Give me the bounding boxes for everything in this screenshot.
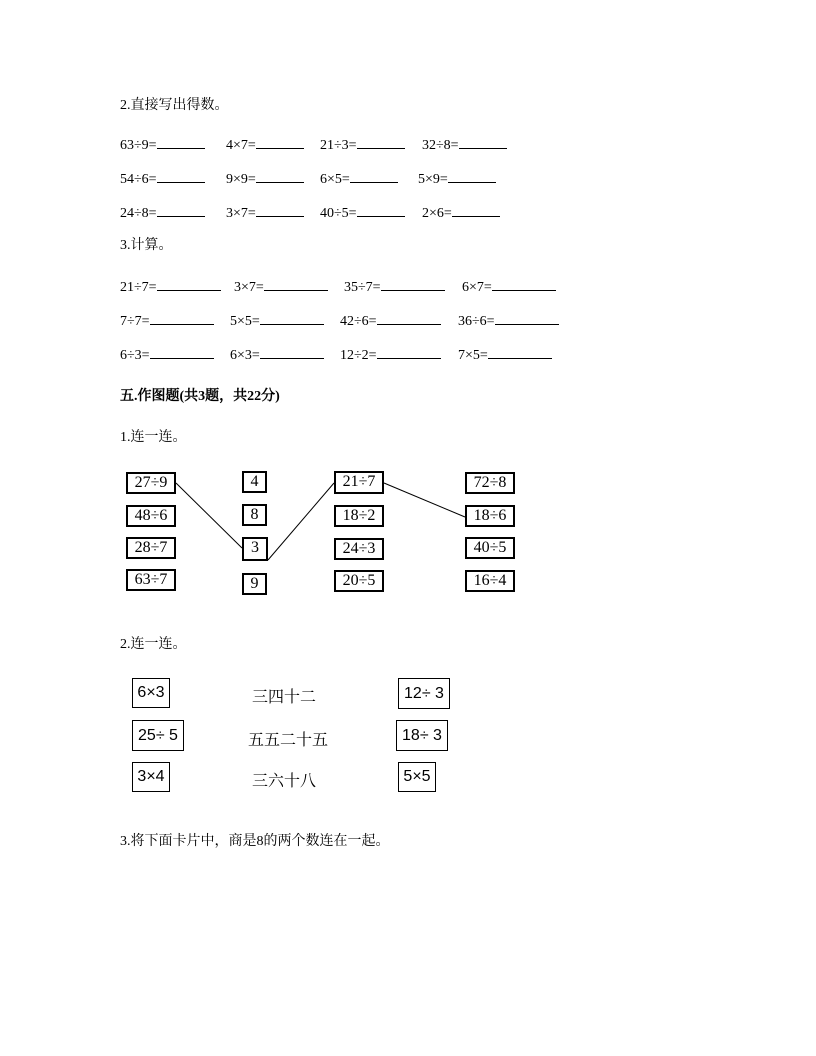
q2-item: 54÷6= [120, 170, 205, 188]
q2-item: 6×5= [320, 170, 398, 188]
q3-item: 6×3= [230, 346, 324, 364]
p2-title: 2.连一连。 [120, 637, 187, 652]
q2-item: 5×9= [418, 170, 496, 188]
q3-item: 42÷6= [340, 312, 441, 330]
q3-item: 6÷3= [120, 346, 214, 364]
q2-item: 3×7= [226, 204, 304, 222]
q2-item: 32÷8= [422, 136, 507, 154]
q2-item: 2×6= [422, 204, 500, 222]
p1-card-col2[interactable]: 4 [242, 471, 267, 493]
q3-item: 36÷6= [458, 312, 559, 330]
p1-card-col1[interactable]: 48÷6 [126, 505, 176, 527]
q2-item: 63÷9= [120, 136, 205, 154]
p1-card-col3[interactable]: 24÷3 [334, 538, 384, 560]
p1-card-col3[interactable]: 18÷2 [334, 505, 384, 527]
q2-title: 2.直接写出得数。 [120, 98, 229, 113]
q2-item: 21÷3= [320, 136, 405, 154]
p1-card-col4[interactable]: 16÷4 [465, 570, 515, 592]
p2-card-right[interactable]: 18÷ 3 [396, 720, 448, 751]
q3-title: 3.计算。 [120, 238, 173, 253]
p2-card-right[interactable]: 5×5 [398, 762, 436, 792]
p2-mid-text[interactable]: 三四十二 [252, 687, 317, 706]
p3-title: 3.将下面卡片中，商是8的两个数连在一起。 [120, 834, 390, 849]
p1-card-col2[interactable]: 9 [242, 573, 267, 595]
p1-title: 1.连一连。 [120, 430, 187, 445]
p2-card-right[interactable]: 12÷ 3 [398, 678, 450, 709]
p1-card-col3[interactable]: 20÷5 [334, 570, 384, 592]
p1-card-col2[interactable]: 3 [242, 537, 268, 561]
q2-item: 40÷5= [320, 204, 405, 222]
q2-item: 9×9= [226, 170, 304, 188]
p1-card-col4[interactable]: 40÷5 [465, 537, 515, 559]
q3-item: 35÷7= [344, 278, 445, 296]
q3-item: 7÷7= [120, 312, 214, 330]
q3-item: 6×7= [462, 278, 556, 296]
section-title: 五.作图题(共3题，共22分) [120, 389, 280, 404]
q3-item: 21÷7= [120, 278, 221, 296]
p1-card-col3[interactable]: 21÷7 [334, 471, 384, 494]
q3-item: 3×7= [234, 278, 328, 296]
p1-card-col1[interactable]: 28÷7 [126, 537, 176, 559]
p2-card-left[interactable]: 6×3 [132, 678, 170, 708]
q3-item: 5×5= [230, 312, 324, 330]
p1-card-col2[interactable]: 8 [242, 504, 267, 526]
p1-card-col1[interactable]: 63÷7 [126, 569, 176, 591]
q3-item: 7×5= [458, 346, 552, 364]
q3-item: 12÷2= [340, 346, 441, 364]
p1-card-col4[interactable]: 72÷8 [465, 472, 515, 494]
p1-card-col4[interactable]: 18÷6 [465, 505, 515, 527]
p1-card-col1[interactable]: 27÷9 [126, 472, 176, 494]
p2-card-left[interactable]: 3×4 [132, 762, 170, 792]
p2-mid-text[interactable]: 三六十八 [252, 771, 317, 790]
q2-item: 24÷8= [120, 204, 205, 222]
p2-mid-text[interactable]: 五五二十五 [248, 730, 329, 749]
q2-item: 4×7= [226, 136, 304, 154]
p2-card-left[interactable]: 25÷ 5 [132, 720, 184, 751]
